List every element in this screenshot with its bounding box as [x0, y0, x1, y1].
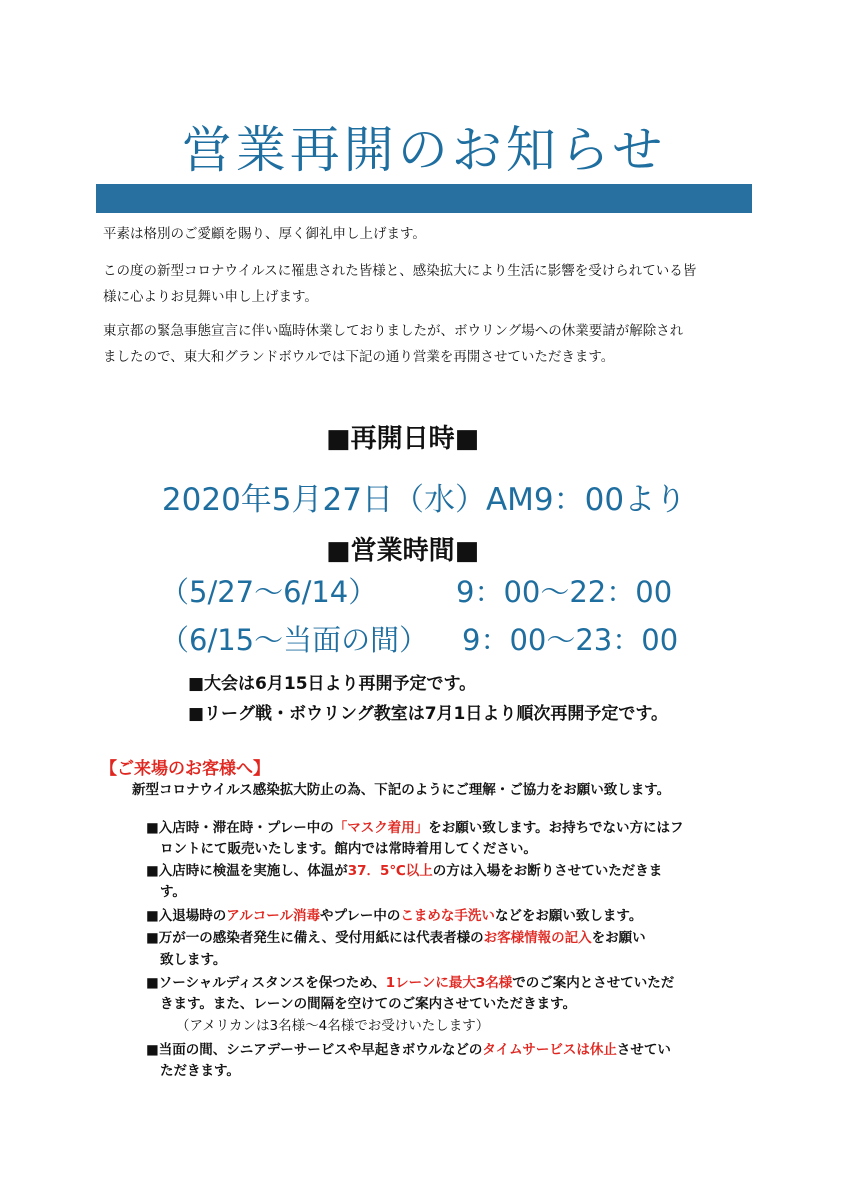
highlight-lane-limit: 1レーンに最大3名様: [385, 975, 513, 991]
hours-row-1-time: 9：00～22：00: [456, 575, 673, 609]
intro-paragraph-3-line-2: ましたので、東大和グランドボウルでは下記の通り営業を再開させていただきます。: [103, 349, 615, 365]
intro-paragraph-2-line-2: 様に心よりお見舞い申し上げます。: [103, 289, 318, 305]
rule-hygiene: ■入退場時のアルコール消毒やプレー中のこまめな手洗いなどをお願い致します。: [146, 908, 643, 924]
hours-row-2-period: （6/15～当面の間）: [160, 623, 429, 657]
hours-row-1-period: （5/27～6/14）: [160, 575, 378, 609]
rule-distance-line-2: きます。また、レーンの間隔を空けてのご案内させていただきます。: [160, 996, 577, 1012]
highlight-mask: 「マスク着用」: [333, 820, 429, 836]
intro-paragraph-2-line-1: この度の新型コロナウイルスに罹患された皆様と、感染拡大により生活に影響を受けられている皆: [103, 263, 697, 279]
intro-paragraph-3-line-1: 東京都の緊急事態宣言に伴い臨時休業しておりましたが、ボウリング場への休業要請が解除され: [103, 323, 684, 339]
rule-temperature-line-2: す。: [160, 884, 186, 900]
intro-paragraph-1: 平素は格別のご愛顧を賜り、厚く御礼申し上げます。: [103, 226, 426, 242]
rule-mask-line-1: ■入店時・滞在時・プレー中の「マスク着用」をお願い致します。お持ちでない方にはフ: [146, 820, 684, 836]
highlight-alcohol: アルコール消毒: [226, 908, 320, 924]
rule-temperature-line-1: ■入店時に検温を実施し、体温が37．5℃以上の方は入場をお断りさせていただきま: [146, 863, 663, 879]
reopen-date: 2020年5月27日（水）AM9：00より: [161, 482, 687, 518]
rule-mask-line-2: ロントにて販売いたします。館内では常時着用してください。: [160, 841, 537, 857]
highlight-temperature: 37．5℃以上: [347, 863, 433, 879]
highlight-time-service: タイムサービスは休止: [482, 1042, 617, 1058]
hours-heading: ■営業時間■: [326, 536, 480, 566]
rule-time-service-line-2: ただきます。: [160, 1063, 240, 1079]
highlight-handwash: こまめな手洗い: [400, 908, 495, 924]
visitors-lead: 新型コロナウイルス感染拡大防止の為、下記のようにご理解・ご協力をお願い致します。: [132, 782, 671, 798]
title-underline-bar: [96, 184, 752, 213]
rule-distance-line-1: ■ソーシャルディスタンスを保つため、1レーンに最大3名様でのご案内とさせていただ: [146, 975, 675, 991]
notice-league: ■リーグ戦・ボウリング教室は7月1日より順次再開予定です。: [188, 704, 669, 724]
rule-registration-line-2: 致します。: [160, 952, 227, 968]
visitors-heading: 【ご来場のお客様へ】: [100, 759, 270, 779]
page-title: 営業再開のお知らせ: [181, 121, 667, 179]
hours-row-2-time: 9：00～23：00: [462, 623, 679, 657]
rule-time-service-line-1: ■当面の間、シニアデーサービスや早起きボウルなどのタイムサービスは休止させてい: [146, 1042, 671, 1058]
rule-distance-line-3: （アメリカンは3名様～4名様でお受けいたします）: [176, 1018, 490, 1034]
highlight-registration: お客様情報の記入: [483, 930, 592, 946]
notice-tournament: ■大会は6月15日より再開予定です。: [188, 674, 477, 694]
reopen-heading: ■再開日時■: [326, 424, 480, 454]
rule-registration-line-1: ■万が一の感染者発生に備え、受付用紙には代表者様のお客様情報の記入をお願い: [146, 930, 646, 946]
